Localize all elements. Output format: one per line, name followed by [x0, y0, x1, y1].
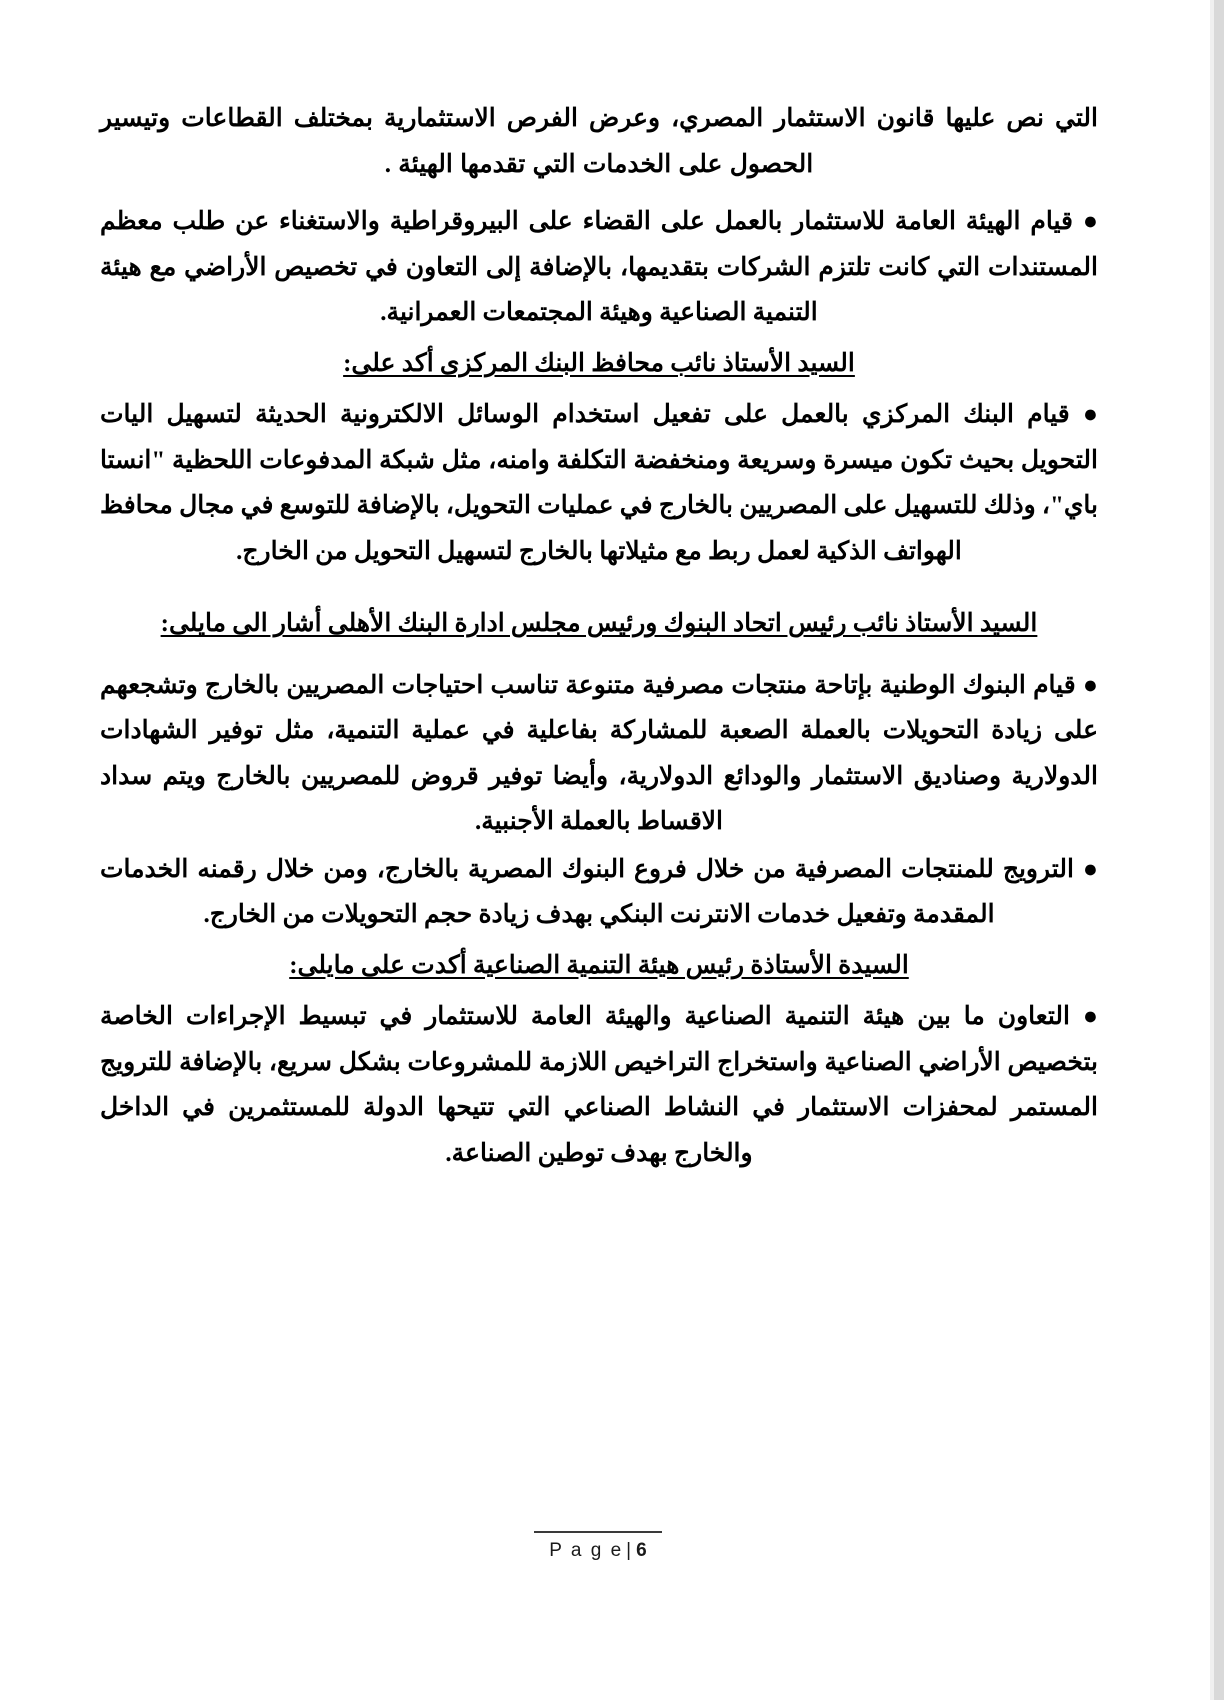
- bullet-national-banks: ● قيام البنوك الوطنية بإتاحة منتجات مصرفية متنوعة تناسب احتياجات المصريين بالخارج وتشجعهم على زيادة التحويلات بالعملة الصعبة للمشاركة بفاعلية في عملية التنمية، مثل توفير الشهادات الدولارية وصناديق الاستثمار والودائع الدولارية، وأيضا توفير قروض للمصريين بالخارج ويتم سداد الاقساط بالعملة الأجنبية.: [100, 671, 1098, 835]
- scan-edge-outer: [1214, 0, 1224, 1700]
- footer-divider: [534, 1531, 662, 1533]
- page-separator: |: [626, 1540, 634, 1561]
- spacer: [100, 653, 1098, 663]
- spacer: [100, 576, 1098, 596]
- heading-industrial-development-head: [100, 944, 1098, 989]
- bullet-promotion-banking-products: ● الترويج للمنتجات المصرفية من خلال فروع البنوك المصرية بالخارج، ومن خلال رقمنه الخدمات المقدمة وتفعيل خدمات الانترنت البنكي بهدف زيادة حجم التحويلات من الخارج.: [100, 855, 1098, 928]
- bullet-central-bank: ● قيام البنك المركزي بالعمل على تفعيل استخدام الوسائل الالكترونية الحديثة لتسهيل اليات التحويل بحيث تكون ميسرة وسريعة ومنخفضة التكلفة وامنه، مثل شبكة المدفوعات اللحظية "انستا باي"، وذلك للتسهيل على المصريين بالخارج في عمليات التحويل، بالإضافة للتوسع في مجال محافظ الهواتف الذكية لعمل ربط مع مثيلاتها بالخارج لتسهيل التحويل من الخارج.: [100, 401, 1098, 565]
- page-number-block: [549, 1540, 646, 1562]
- spacer: [100, 189, 1098, 199]
- page-footer: [0, 1531, 1196, 1562]
- heading-banks-union-deputy-text: السيد الأستاذ نائب رئيس اتحاد البنوك ورئيس مجلس ادارة البنك الأهلى أشار الى مايلى:: [160, 610, 1038, 637]
- page-label: P a g e: [549, 1540, 624, 1561]
- heading-industrial-development-head-text: السيدة الأستاذة رئيس هيئة التنمية الصناعية أكدت على مايلى:: [289, 951, 909, 979]
- bullet-cooperation-industrial-development: ● التعاون ما بين هيئة التنمية الصناعية والهيئة العامة للاستثمار في تبسيط الإجراءات الخاصة بتخصيص الأراضي الصناعية واستخراج التراخيص اللازمة للمشروعات بشكل سريع، بالإضافة للترويج المستمر لمحفزات الاستثمار في النشاط الصناعي التي تتيحها الدولة للمستثمرين في الداخل والخارج بهدف توطين الصناعة.: [100, 1003, 1098, 1167]
- page-number: 6: [636, 1540, 647, 1561]
- paragraph-intro: التي نص عليها قانون الاستثمار المصري، وعرض الفرص الاستثمارية بمختلف القطاعات وتيسير الحصول على الخدمات التي تقدمها الهيئة .: [100, 105, 1099, 178]
- heading-central-bank-deputy: [100, 342, 1098, 387]
- document-body: [100, 96, 1098, 1178]
- bullet-investment-authority: ● قيام الهيئة العامة للاستثمار بالعمل على القضاء على البيروقراطية والاستغناء عن طلب معظم المستندات التي كانت تلتزم الشركات بتقديمها، بالإضافة إلى التعاون في تخصيص الأراضي مع هيئة التنمية الصناعية وهيئة المجتمعات العمرانية.: [100, 208, 1098, 326]
- heading-banks-union-deputy: [100, 602, 1098, 647]
- heading-central-bank-deputy-text: السيد الأستاذ نائب محافظ البنك المركزى أكد على:: [343, 349, 855, 377]
